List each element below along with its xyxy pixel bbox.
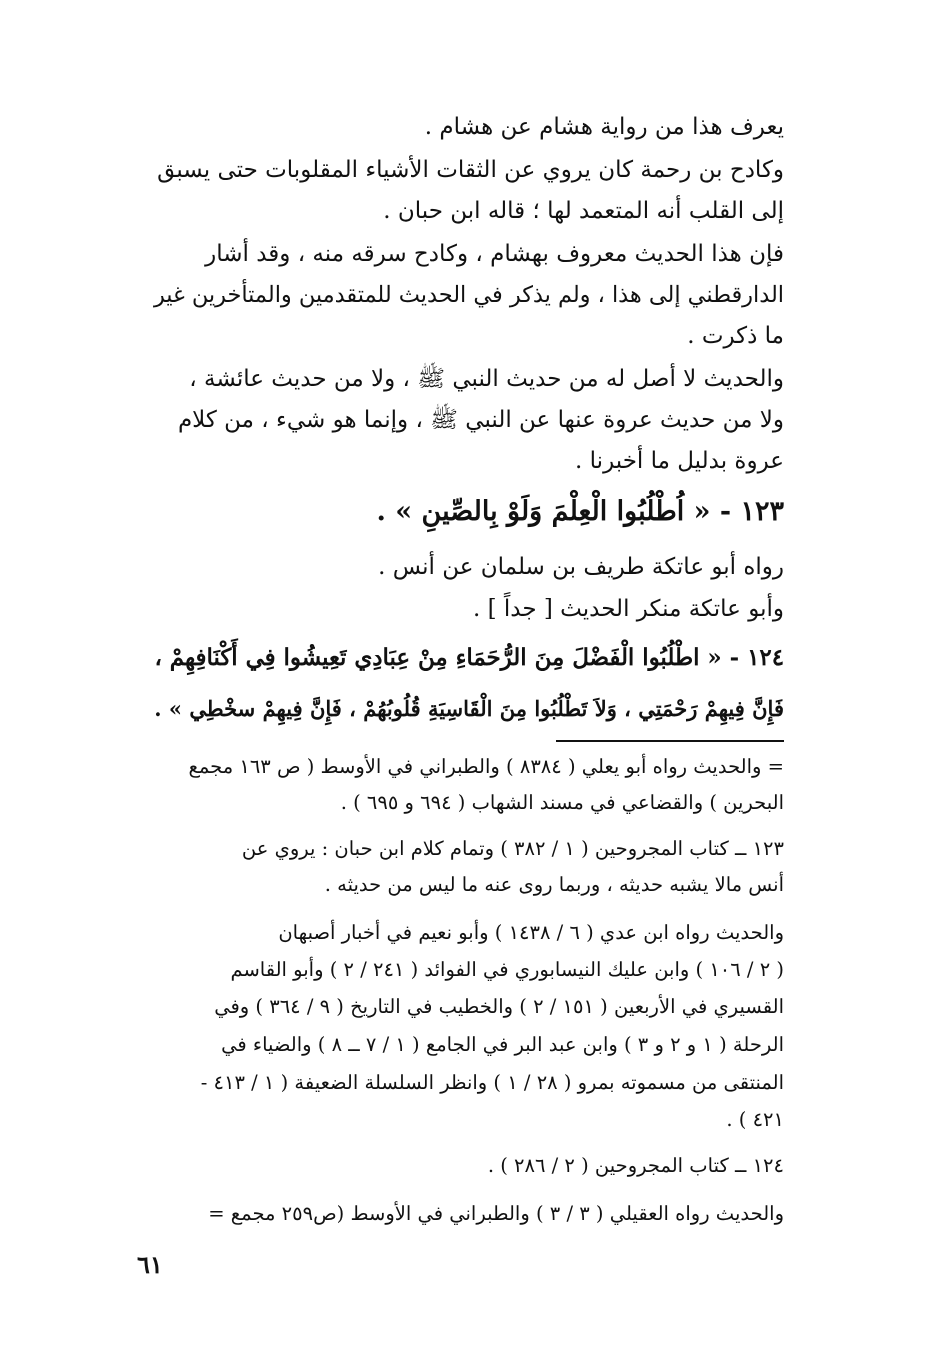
footnote-line: البحرين ) والقضاعي في مسند الشهاب ( ٦٩٤ و ٦٩٥ ) . (340, 791, 784, 814)
page-number: ٦١ (137, 1250, 163, 1279)
footnote-separator (556, 740, 784, 742)
hadith-123-note: وأبو عاتكة منكر الحديث [ جداً ] . (472, 596, 784, 622)
footnote-line: والحديث رواه ابن عدي ( ٦ / ١٤٣٨ ) وأبو نعيم في أخبار أصبهان (278, 921, 784, 944)
body-line: فإن هذا الحديث معروف بهشام ، وكادح سرقه منه ، وقد أشار (205, 241, 784, 267)
body-line: ولا من حديث عروة عنها عن النبي ﷺ ، وإنما هو شيء ، من كلام (177, 407, 784, 433)
body-line: يعرف هذا من رواية هشام عن هشام . (424, 114, 784, 140)
hadith-123-note: رواه أبو عاتكة طريف بن سلمان عن أنس . (378, 554, 784, 580)
body-line: والحديث لا أصل له من حديث النبي ﷺ ، ولا من حديث عائشة ، (189, 366, 784, 392)
footnote-line: = والحديث رواه أبو يعلي ( ٨٣٨٤ ) والطبراني في الأوسط ( ص ١٦٣ مجمع (188, 755, 784, 778)
footnote-line: ١٢٤ ــ كتاب المجروحين ( ٢ / ٢٨٦ ) . (487, 1154, 784, 1177)
footnote-line: الرحلة ( ١ و ٢ و ٣ ) وابن عبد البر في الجامع ( ١ / ٧ ــ ٨ ) والضياء في (221, 1033, 784, 1056)
footnote-line: القسيري في الأربعين ( ١٥١ / ٢ ) والخطيب في التاريخ ( ٩ / ٣٦٤ ) وفي (214, 995, 784, 1018)
footnote-line: ( ٢ / ١٠٦ ) وابن عليك النيسابوري في الفوائد ( ٢٤١ / ٢ ) وأبو القاسم (230, 958, 784, 981)
body-line: ما ذكرت . (687, 323, 784, 349)
body-line: عروة بدليل ما أخبرنا . (575, 448, 784, 474)
footnote-line: والحديث رواه العقيلي ( ٣ / ٣ ) والطبراني في الأوسط (ص٢٥٩ مجمع = (208, 1202, 784, 1225)
footnote-line: أنس مالا يشبه حديثه ، وربما روى عنه ما ليس من حديثه . (324, 873, 784, 896)
body-line: وكادح بن رحمة كان يروي عن الثقات الأشياء المقلوبات حتى يسبق (157, 157, 784, 183)
body-line: إلى القلب أنه المتعمد لها ؛ قاله ابن حبان . (383, 198, 784, 224)
footnote-line: ١٢٣ ــ كتاب المجروحين ( ١ / ٣٨٢ ) وتمام كلام ابن حبان : يروي عن (241, 837, 784, 860)
footnote-line: ٤٢١ ) . (726, 1108, 784, 1131)
hadith-124-text: فَإِنَّ فِيهِمْ رَحْمَتِي ، وَلاَ تَطْلُبُوا مِنَ الْقَاسِيَةِ قُلُوبُهُمْ ، فَإِنَّ فِيهِمْ سخْطِي » . (154, 696, 784, 721)
footnote-line: المنتقى من مسموته بمرو ( ٢٨ / ١ ) وانظر السلسلة الضعيفة ( ١ / ٤١٣ - (200, 1071, 784, 1094)
hadith-123-text: ١٢٣ - « اُطْلُبُوا الْعِلْمَ وَلَوْ بِالصِّينِ » . (376, 496, 784, 527)
hadith-124-text: ١٢٤ - « اطْلُبُوا الْفَضْلَ مِنَ الرُّحَمَاءِ مِنْ عِبَادِي تَعِيشُوا فِي أَكْنَافِهِمْ ، (154, 645, 784, 671)
body-line: الدارقطني إلى هذا ، ولم يذكر في الحديث للمتقدمين والمتأخرين غير (153, 282, 784, 308)
